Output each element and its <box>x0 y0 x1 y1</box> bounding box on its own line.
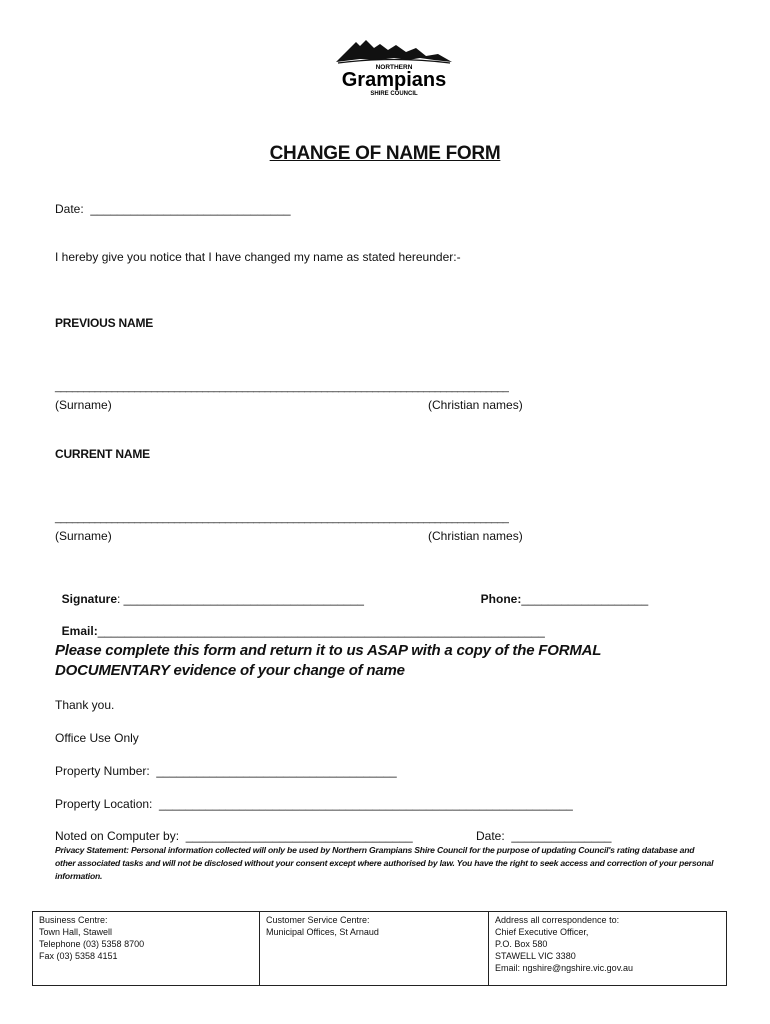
footer-line: Chief Executive Officer, <box>495 927 589 937</box>
property-location-field[interactable]: Property Location: ______________________________________________________________ <box>55 797 573 811</box>
statement-text: I hereby give you notice that I have changed my name as stated hereunder:- <box>55 250 461 264</box>
return-notice: Please complete this form and return it to us ASAP with a copy of the FORMAL DOCUMENTARY evidence of your change of name <box>55 642 601 679</box>
footer-line: Telephone (03) 5358 8700 <box>39 939 145 949</box>
footer-email-link[interactable]: Email: ngshire@ngshire.vic.gov.au <box>495 963 634 973</box>
email-blank: ___________________________________________________________________ <box>97 624 545 638</box>
previous-christian-label: (Christian names) <box>428 398 523 412</box>
phone-blank: ___________________ <box>521 592 649 606</box>
noted-on-computer-field[interactable]: Noted on Computer by: __________________________________ <box>55 829 413 843</box>
signature-label: Signature <box>61 592 118 606</box>
email-label: Email: <box>61 624 98 638</box>
contact-footer <box>32 911 727 986</box>
footer-line: Town Hall, Stawell <box>39 927 113 937</box>
current-surname-label: (Surname) <box>55 529 112 543</box>
office-use-heading: Office Use Only <box>55 731 139 745</box>
footer-line: Fax (03) 5358 4151 <box>39 951 118 961</box>
noted-date-field[interactable]: Date: _______________ <box>476 829 612 843</box>
previous-surname-label: (Surname) <box>55 398 112 412</box>
footer-line: Customer Service Centre: <box>266 915 370 925</box>
phone-field[interactable] <box>474 578 648 606</box>
footer-line: Address all correspondence to: <box>495 915 620 925</box>
footer-line: Business Centre: <box>39 915 108 925</box>
mountain-icon <box>336 40 452 62</box>
signature-blank: : ____________________________________ <box>117 592 364 606</box>
current-christian-label: (Christian names) <box>428 529 523 543</box>
svg-text:NORTHERN: NORTHERN <box>375 64 413 71</box>
thank-you-text: Thank you. <box>55 698 115 712</box>
current-name-field[interactable]: ________________________________________________________________________________ <box>55 512 509 524</box>
correspondence-column <box>489 912 726 985</box>
privacy-statement: Privacy Statement: Personal information collected will only be used by Northern Grampians Shire Council for the purpose of updating Council's rating database and other associated tasks and will not be disclosed without your consent except where authorised by law. You have the right to seek access and correction of your personal information. <box>55 845 714 881</box>
council-logo <box>330 36 458 98</box>
previous-name-heading: PREVIOUS NAME <box>55 316 154 330</box>
business-centre-column <box>33 912 260 985</box>
footer-line: Municipal Offices, St Arnaud <box>266 927 379 937</box>
phone-label: Phone: <box>480 592 522 606</box>
property-number-field[interactable]: Property Number: ____________________________________ <box>55 764 397 778</box>
email-field[interactable] <box>55 610 545 638</box>
svg-text:Grampians: Grampians <box>341 69 447 91</box>
previous-name-field[interactable]: ________________________________________________________________________________ <box>55 381 509 393</box>
signature-field[interactable] <box>55 578 364 606</box>
date-field[interactable]: Date: ______________________________ <box>55 202 291 216</box>
footer-line: STAWELL VIC 3380 <box>495 951 576 961</box>
footer-line: P.O. Box 580 <box>495 939 548 949</box>
current-name-heading: CURRENT NAME <box>55 447 150 461</box>
form-title: CHANGE OF NAME FORM <box>269 143 501 164</box>
svg-text:SHIRE COUNCIL: SHIRE COUNCIL <box>370 91 418 97</box>
customer-service-column <box>260 912 489 985</box>
